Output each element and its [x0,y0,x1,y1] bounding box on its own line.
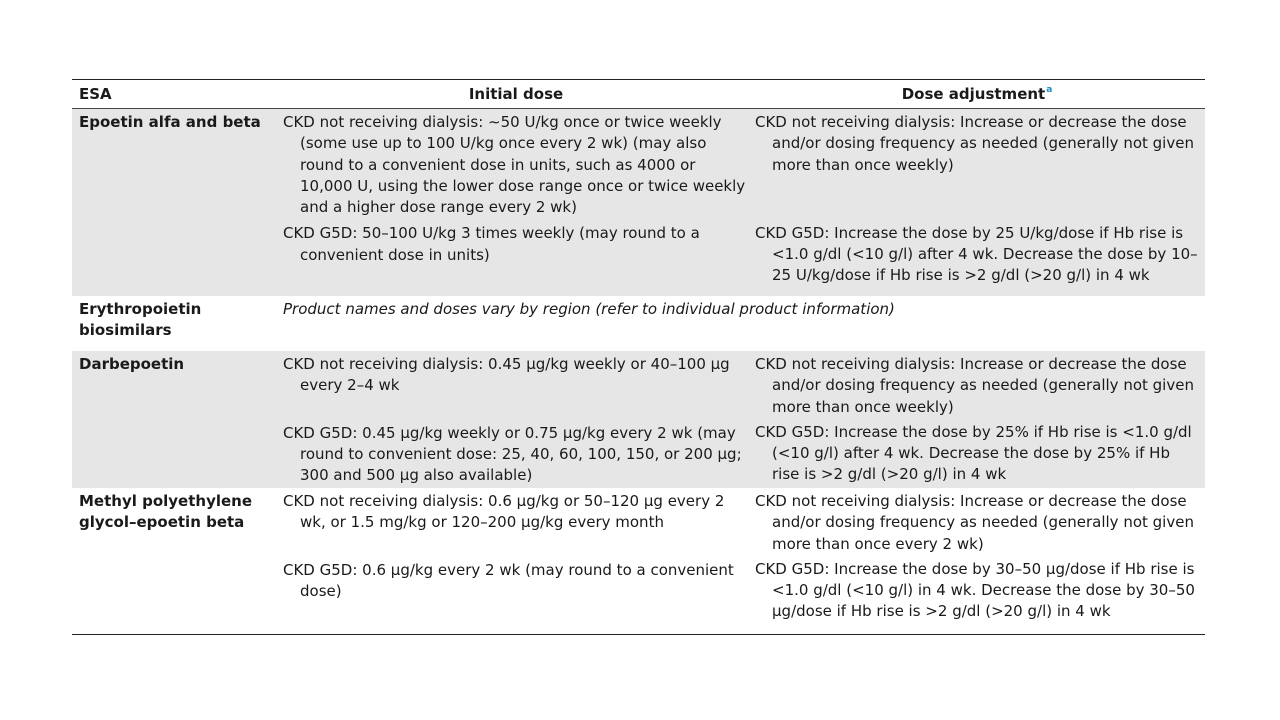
initial-dose-cell [275,109,749,296]
table-row [72,296,1205,351]
initial-dose-cell [275,488,749,634]
header-dose-adjustment-label: Dose adjustment [901,85,1046,103]
esa-name: Erythropoietin biosimilars [79,300,202,339]
dose-item: CKD not receiving dialysis: 0.45 μg/kg weekly or 40–100 μg every 2–4 wk [283,355,730,395]
esa-name: Methyl polyethylene glycol–epoetin beta [79,492,253,531]
esa-name: Epoetin alfa and beta [79,113,261,131]
table-header [72,80,1205,109]
header-dose-adjustment [749,85,1205,103]
dose-item: CKD G5D: 0.6 μg/kg every 2 wk (may round to a convenient dose) [283,560,734,600]
dose-adjustment-cell [749,488,1205,634]
adjustment-item: CKD not receiving dialysis: Increase or decrease the dose and/or dosing frequency as needed (generally not given more than once every 2 wk) [755,492,1194,553]
dose-item: CKD G5D: 0.45 μg/kg weekly or 0.75 μg/kg every 2 wk (may round to convenient dose: 25, 40, 60, 100, 150, or 200 μg; 300 and 500 μg also available) [283,423,742,485]
dose-adjustment-cell [749,351,1205,488]
adjustment-item: CKD G5D: Increase the dose by 25 U/kg/dose if Hb rise is <1.0 g/dl (<10 g/l) after 4 wk. Decrease the dose by 10–25 U/kg/dose if Hb rise is >2 g/dl (>20 g/l) in 4 wk [755,223,1198,285]
table-row [72,109,1205,296]
dose-item: CKD not receiving dialysis: ∼50 U/kg once or twice weekly (some use up to 100 U/kg once every 2 wk) (may also round to a convenient dose in units, such as 4000 or 10,000 U, using the lower dose range once or twice weekly and a higher dose range every 2 wk) [283,113,746,217]
dose-item: CKD not receiving dialysis: 0.6 μg/kg or 50–120 μg every 2 wk, or 1.5 mg/kg or 120–200 μg/kg every month [283,492,725,532]
initial-dose-cell [275,351,749,488]
dose-adjustment-cell [749,109,1205,296]
adjustment-item: CKD not receiving dialysis: Increase or decrease the dose and/or dosing frequency as needed (generally not given more than once weekly) [755,355,1194,416]
adjustment-item: CKD G5D: Increase the dose by 30–50 μg/dose if Hb rise is <1.0 g/dl (<10 g/l) in 4 wk. Decrease the dose by 30–50 μg/dose if Hb rise is >2 g/dl (>20 g/l) in 4 wk [755,559,1195,621]
table-row [72,488,1205,634]
header-esa: ESA [79,85,112,103]
footnote-marker: a [1046,85,1053,95]
header-initial-dose: Initial dose [468,85,564,103]
esa-dosing-table [72,79,1205,635]
table-row [72,351,1205,488]
esa-name: Darbepoetin [79,355,185,373]
biosimilar-note: Product names and doses vary by region (refer to individual product information) [283,300,895,318]
dose-item: CKD G5D: 50–100 U/kg 3 times weekly (may round to a convenient dose in units) [283,224,700,264]
adjustment-item: CKD not receiving dialysis: Increase or decrease the dose and/or dosing frequency as needed (generally not given more than once weekly) [755,113,1194,174]
adjustment-item: CKD G5D: Increase the dose by 25% if Hb rise is <1.0 g/dl (<10 g/l) after 4 wk. Decrease the dose by 25% if Hb rise is >2 g/dl (>20 g/l) in 4 wk [755,422,1192,484]
